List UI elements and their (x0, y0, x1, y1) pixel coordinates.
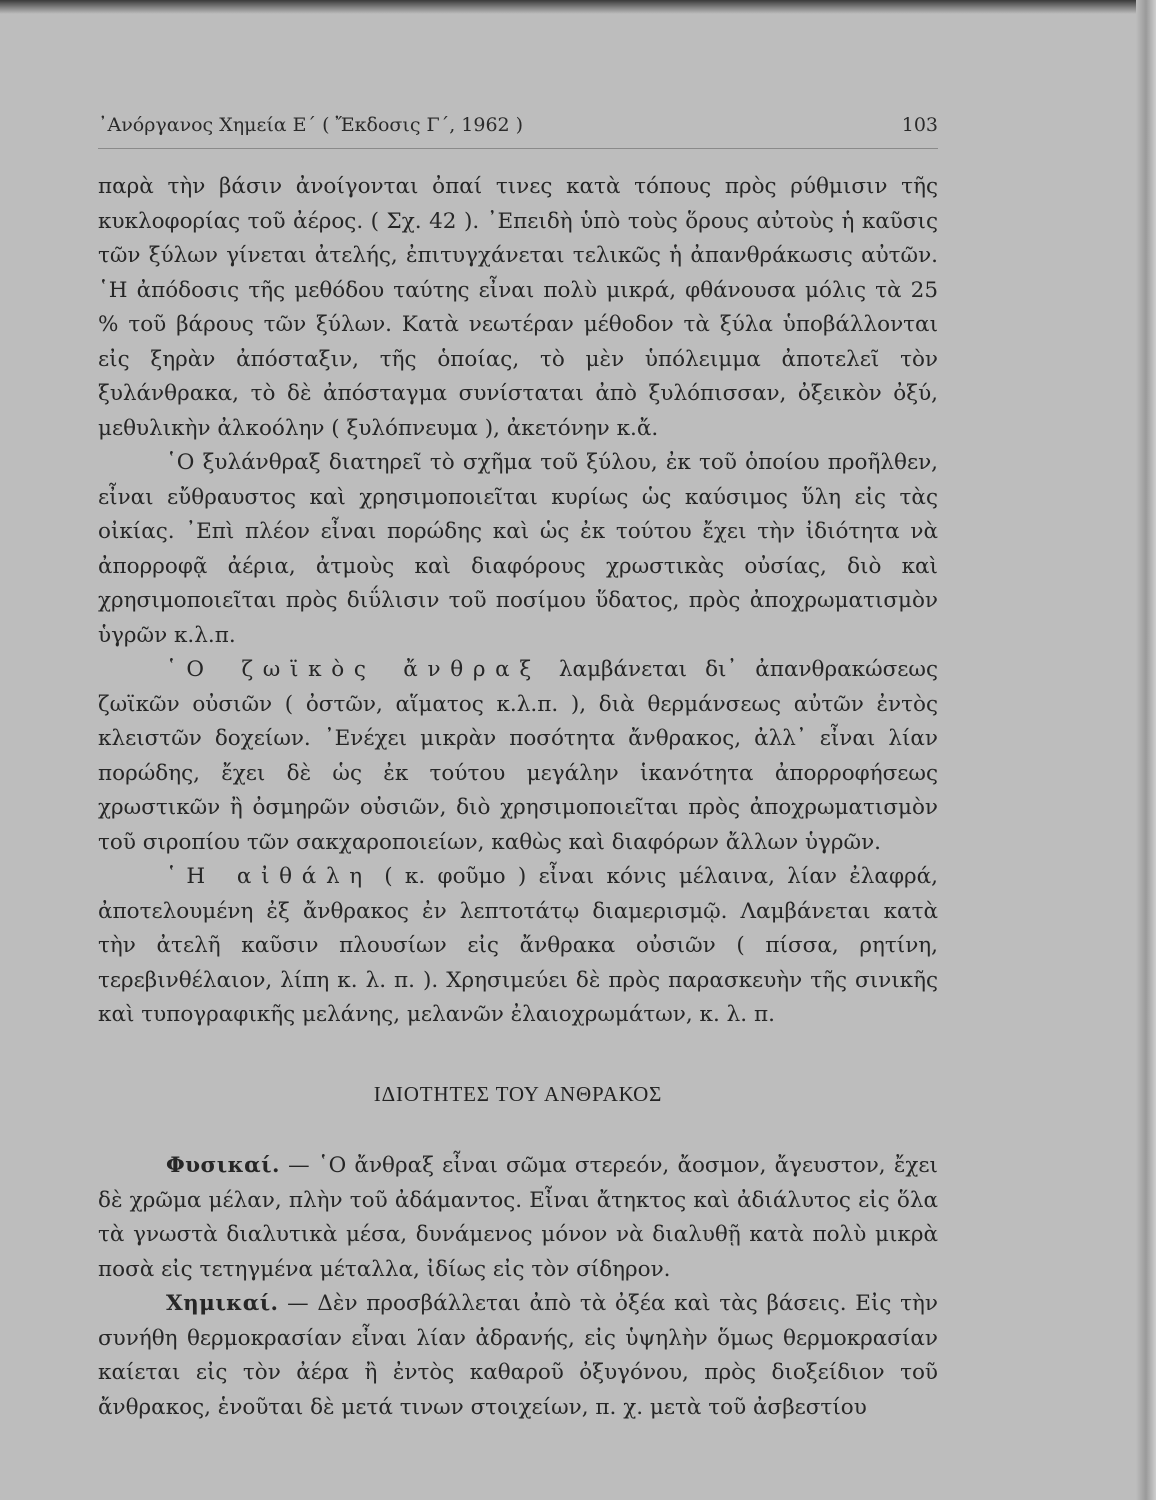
paragraph-1: παρὰ τὴν βάσιν ἀνοίγονται ὀπαί τινες κατὰ τόπους πρὸς ρύθμισιν τῆς κυκλοφορίας τοῦ ἀέρος. ( Σχ. 42 ). ᾽Επειδὴ ὑπὸ τοὺς ὅρους αὐτοὺς ἡ καῦσις τῶν ξύλων γίνεται ἀτελής, ἐπιτυγχάνεται τελικῶς ἡ ἀπανθράκωσις αὐτῶν. ῾Η ἀπόδοσις τῆς μεθόδου ταύτης εἶναι πολὺ μικρά, φθάνουσα μόλις τὰ 25 % τοῦ βάρους τῶν ξύλων. Κατὰ νεωτέραν μέθοδον τὰ ξύλα ὑποβάλλονται εἰς ξηρὰν ἀπόσταξιν, τῆς ὁποίας, τὸ μὲν ὑπόλειμμα ἀποτελεῖ τὸν ξυλάνθρακα, τὸ δὲ ἀπόσταγμα συνίσταται ἀπὸ ξυλόπισσαν, ὀξεικὸν ὀξύ, μεθυλικὴν ἀλκοόλην ( ξυλόπνευμα ), ἀκετόνην κ.ἄ. (98, 174, 938, 441)
paragraph-4-lead: ῾Η αἰθάλη (166, 864, 372, 889)
paragraph-2: ῾Ο ξυλάνθραξ διατηρεῖ τὸ σχῆμα τοῦ ξύλου, ἐκ τοῦ ὁποίου προῆλθεν, εἶναι εὔθραυστος καὶ χρησιμοποιεῖται κυρίως ὡς καύσιμος ὕλη εἰς τὰς οἰκίας. ᾽Επὶ πλέον εἶναι πορώδης καὶ ὡς ἐκ τούτου ἔχει τὴν ἰδιότητα νὰ ἀπορροφᾷ ἀέρια, ἀτμοὺς καὶ διαφόρους χρωστικὰς οὐσίας, διὸ καὶ χρησιμοποιεῖται πρὸς διΰλισιν τοῦ ποσίμου ὕδατος, πρὸς ἀποχρωματισμὸν ὑγρῶν κ.λ.π. (98, 450, 938, 648)
paragraph-5 (98, 1149, 938, 1287)
body-text (98, 170, 938, 1425)
paragraph-4 (98, 860, 938, 1033)
paragraph-4-text: ( κ. φοῦμο ) εἶναι κόνις μέλαινα, λίαν ἐλαφρά, ἀποτελουμένη ἐξ ἄνθρακος ἐν λεπτοτάτῳ διαμερισμῷ. Λαμβάνεται κατὰ τὴν ἀτελῆ καῦσιν πλουσίων εἰς ἄνθρακα οὐσιῶν ( πίσσα, ρητίνη, τερεβινθέλαιον, λίπη κ. λ. π. ). Χρησιμεύει δὲ πρὸς παρασκευὴν τῆς σινικῆς καὶ τυπογραφικῆς μελάνης, μελανῶν ἐλαιοχρωμάτων, κ. λ. π. (98, 864, 938, 1027)
paragraph-6-text: — Δὲν προσβάλλεται ἀπὸ τὰ ὀξέα καὶ τὰς βάσεις. Εἰς τὴν συνήθη θερμοκρασίαν εἶναι λίαν ἀδρανής, εἰς ὑψηλὴν ὅμως θερμοκρασίαν καίεται εἰς τὸν ἀέρα ἢ ἐντὸς καθαροῦ ὀξυγόνου, πρὸς διοξείδιον τοῦ ἄνθρακος, ἑνοῦται δὲ μετά τινων στοιχείων, π. χ. μετὰ τοῦ ἀσβεστίου (98, 1291, 938, 1420)
header-rule (98, 148, 938, 149)
section-heading: ΙΔΙΟΤΗΤΕΣ ΤΟΥ ΑΝΘΡΑΚΟΣ (373, 1081, 663, 1106)
page-number: 103 (901, 114, 938, 136)
paragraph-5-text: — ῾Ο ἄνθραξ εἶναι σῶμα στερεόν, ἄοσμον, ἄγευστον, ἔχει δὲ χρῶμα μέλαν, πλὴν τοῦ ἀδάμαντος. Εἶναι ἄτηκτος καὶ ἀδιάλυτος εἰς ὅλα τὰ γνωστὰ διαλυτικὰ μέσα, δυνάμενος μόνον νὰ διαλυθῇ κατὰ πολὺ μικρὰ ποσὰ εἰς τετηγμένα μέταλλα, ἰδίως εἰς τὸν σίδηρον. (98, 1153, 938, 1282)
paragraph-6 (98, 1287, 938, 1425)
paragraph-5-lead: Φυσικαί. (166, 1153, 280, 1178)
paragraph-6-lead: Χημικαί. (166, 1291, 279, 1316)
paragraph-3-text: λαμβάνεται δι᾽ ἀπανθρακώσεως ζωϊκῶν οὐσιῶν ( ὀστῶν, αἵματος κ.λ.π. ), διὰ θερμάνσεως αὐτῶν ἐντὸς κλειστῶν δοχείων. ᾽Ενέχει μικρὰν ποσότητα ἄνθρακος, ἀλλ᾽ εἶναι λίαν πορώδης, ἔχει δὲ ὡς ἐκ τούτου μεγάλην ἱκανότητα ἀπορροφήσεως χρωστικῶν ἢ ὀσμηρῶν οὐσιῶν, διὸ χρησιμοποιεῖται πρὸς ἀποχρωματισμὸν τοῦ σιροπίου τῶν σακχαροποιείων, καθὼς καὶ διαφόρων ἄλλων ὑγρῶν. (98, 657, 938, 855)
paragraph-3-lead: ῾Ο ζωϊκὸς ἄνθραξ (166, 657, 541, 682)
header-title: ᾽Ανόργανος Χημεία Ε΄ ( Ἔκδοσις Γ΄, 1962 ) (98, 114, 524, 136)
page-right-edge (1136, 0, 1156, 1500)
running-header (98, 114, 938, 144)
paragraph-3 (98, 653, 938, 860)
page-top-edge (0, 0, 1156, 14)
